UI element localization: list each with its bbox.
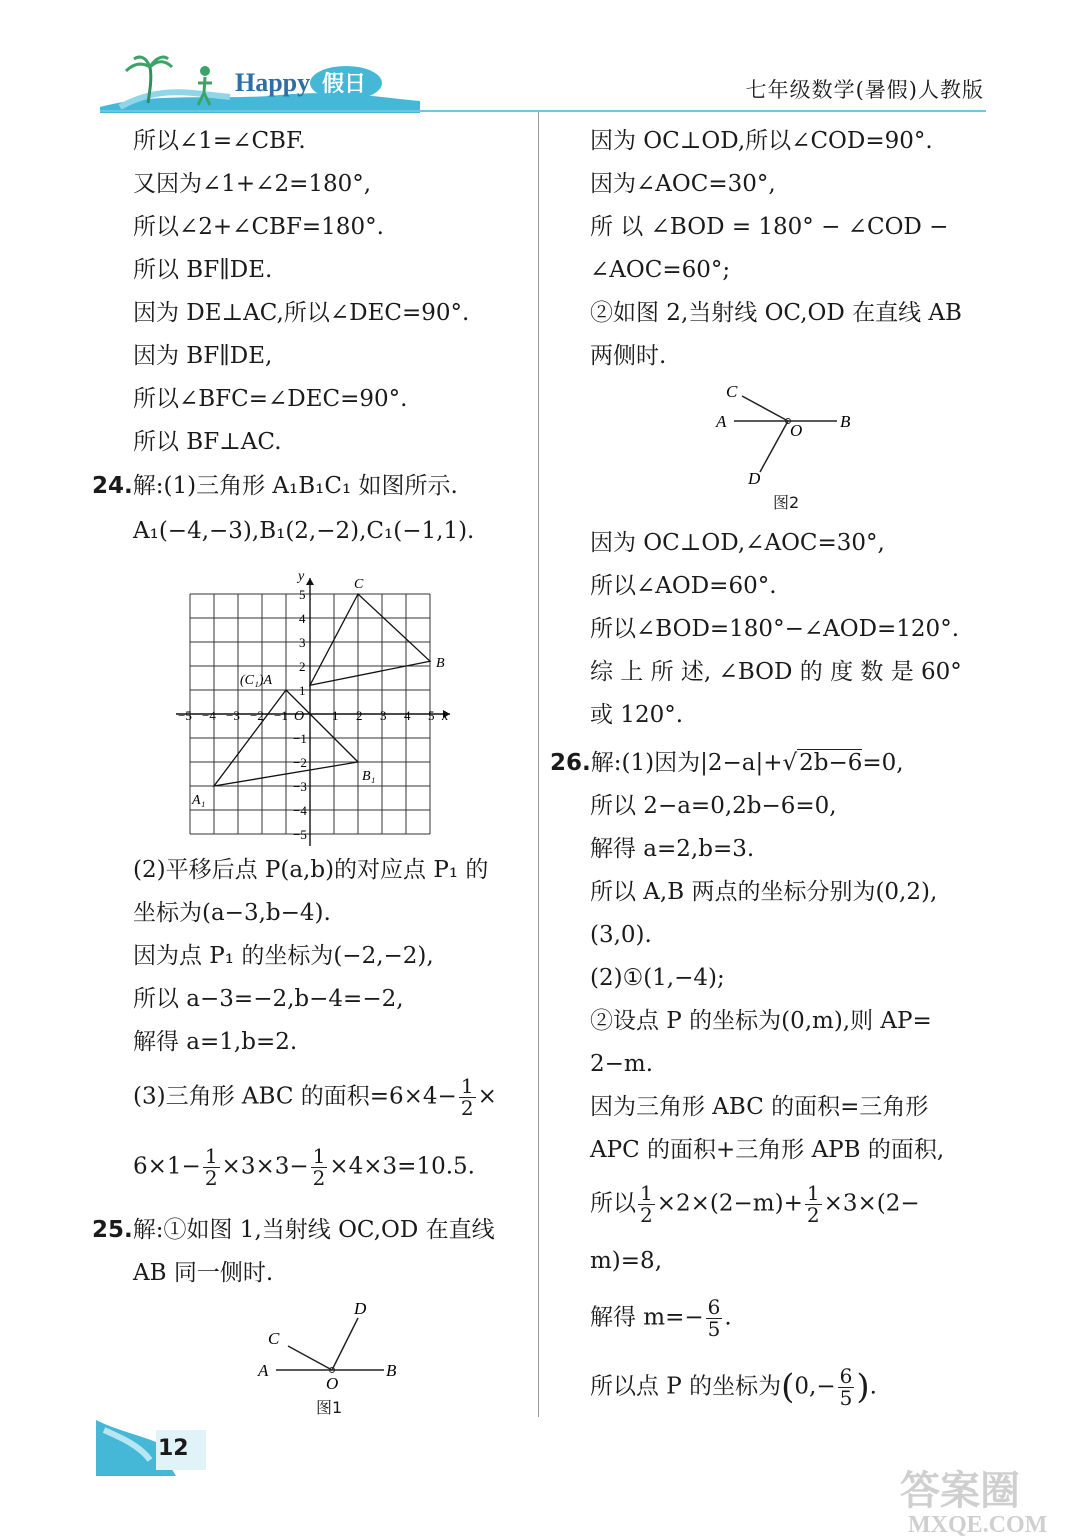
fraction-half xyxy=(459,1076,476,1119)
text-segment: ×4×3=10.5. xyxy=(329,1153,475,1180)
text-line: 所以∠BFC=∠DEC=90°. xyxy=(133,386,408,412)
fraction-half xyxy=(638,1183,655,1226)
label-b: B xyxy=(386,1361,397,1380)
book-title: 七年级数学(暑假)人教版 xyxy=(745,78,984,102)
y-tick-label: 5 xyxy=(299,587,306,602)
area-line-1 xyxy=(133,1076,497,1119)
text-segment: 所以 xyxy=(590,1190,636,1217)
text-line: 解得 a=2,b=3. xyxy=(590,836,755,862)
text-line: 因为三角形 ABC 的面积=三角形 xyxy=(590,1094,929,1120)
text-line: 又因为∠1+∠2=180°, xyxy=(133,171,372,197)
text-segment: =0, xyxy=(862,750,904,776)
text-line: 所 以 ∠BOD = 180° − ∠COD − xyxy=(590,214,949,240)
text-line: APC 的面积+三角形 APB 的面积, xyxy=(590,1137,945,1163)
label-a1: A₁ xyxy=(192,793,206,808)
denominator: 2 xyxy=(806,1203,820,1227)
label-c: C xyxy=(268,1329,280,1348)
text-segment: × xyxy=(477,1083,497,1110)
y-axis-arrow xyxy=(306,578,314,585)
page-number: 12 xyxy=(158,1436,189,1461)
label-c: C xyxy=(726,382,738,401)
label-d: D xyxy=(748,469,761,488)
text-line: 坐标为(a−3,b−4). xyxy=(133,900,331,926)
paren-open: ( xyxy=(781,1367,795,1408)
ray-od xyxy=(332,1318,358,1370)
y-tick-label: −4 xyxy=(293,803,307,818)
text-line: ②如图 2,当射线 OC,OD 在直线 AB xyxy=(590,300,962,326)
x-tick-label: 3 xyxy=(380,708,387,723)
palm-tree-icon xyxy=(126,57,172,103)
text-line: 解:(1)三角形 A₁B₁C₁ 如图所示. xyxy=(132,473,458,499)
svg-text:答案圈: 答案圈 xyxy=(900,1468,1020,1513)
fraction-six-fifths xyxy=(706,1297,723,1340)
text-line: 所以∠AOD=60°. xyxy=(590,573,777,599)
numerator: 6 xyxy=(839,1364,853,1388)
fraction-six-fifths xyxy=(838,1366,855,1409)
ray-oc xyxy=(742,396,788,421)
x-tick-label: −4 xyxy=(202,708,216,723)
page-tab-decoration xyxy=(96,1420,206,1476)
x-tick-label: 2 xyxy=(356,708,363,723)
text-segment: 0,− xyxy=(794,1373,836,1400)
text-line: 因为点 P₁ 的坐标为(−2,−2), xyxy=(133,943,434,969)
y-tick-label: −5 xyxy=(293,827,307,842)
solution-line xyxy=(590,1297,732,1340)
text-line: ∠AOC=60°; xyxy=(590,257,731,283)
column-divider xyxy=(538,112,539,1417)
x-tick-label: −3 xyxy=(226,708,240,723)
figure-2 xyxy=(712,380,872,490)
origin-label: O xyxy=(294,709,305,724)
x-tick-label: 1 xyxy=(332,708,339,723)
text-segment: ×3×3− xyxy=(221,1153,309,1180)
text-line: 或 120°. xyxy=(590,702,684,728)
numerator: 6 xyxy=(707,1295,721,1319)
final-answer-line xyxy=(590,1366,877,1409)
label-c1-a: (C₁)A xyxy=(240,673,273,688)
text-line: 两侧时. xyxy=(590,343,667,369)
text-line: 因为 DE⊥AC,所以∠DEC=90°. xyxy=(133,300,470,326)
label-o: O xyxy=(790,421,803,440)
numerator: 1 xyxy=(460,1074,474,1098)
label-b1: B₁ xyxy=(362,769,376,784)
text-segment: . xyxy=(869,1373,877,1400)
denominator: 2 xyxy=(312,1166,326,1190)
question-24 xyxy=(92,473,458,501)
fraction-half xyxy=(805,1183,822,1226)
text-line: 因为 OC⊥OD,∠AOC=30°, xyxy=(590,530,885,556)
area-line-2 xyxy=(133,1146,475,1189)
question-number: 26. xyxy=(550,750,591,776)
svg-text:MXQE.COM: MXQE.COM xyxy=(908,1512,1048,1536)
y-tick-label: 4 xyxy=(299,611,306,626)
text-line: 所以 BF∥DE. xyxy=(133,257,273,283)
text-line: 2−m. xyxy=(590,1051,654,1077)
numerator: 1 xyxy=(204,1144,218,1168)
text-line: 所以 a−3=−2,b−4=−2, xyxy=(133,986,404,1012)
numerator: 1 xyxy=(312,1144,326,1168)
x-tick-label: −5 xyxy=(178,708,192,723)
text-line: 所以∠1=∠CBF. xyxy=(133,128,306,154)
text-line: AB 同一侧时. xyxy=(133,1260,274,1286)
label-b: B xyxy=(840,412,851,431)
text-segment: 6×1− xyxy=(133,1153,201,1180)
numerator: 1 xyxy=(806,1181,820,1205)
text-segment: . xyxy=(724,1304,732,1331)
text-line: 解:①如图 1,当射线 OC,OD 在直线 xyxy=(132,1217,495,1243)
figure-1-caption: 图1 xyxy=(316,1398,343,1417)
watermark-logo xyxy=(880,1460,1080,1536)
paren-close: ) xyxy=(856,1367,870,1408)
triangle-abc xyxy=(310,594,430,685)
denominator: 2 xyxy=(460,1096,474,1120)
text-line: 综 上 所 述, ∠BOD 的 度 数 是 60° xyxy=(590,659,962,685)
figure-1 xyxy=(250,1298,420,1398)
label-c: C xyxy=(354,577,364,592)
y-tick-label: −2 xyxy=(293,755,307,770)
fraction-half xyxy=(311,1146,328,1189)
question-26 xyxy=(550,750,904,778)
denominator: 2 xyxy=(204,1166,218,1190)
text-line: 所以 A,B 两点的坐标分别为(0,2), xyxy=(590,879,938,905)
text-line: 所以∠BOD=180°−∠AOD=120°. xyxy=(590,616,959,642)
x-tick-label: −1 xyxy=(274,708,288,723)
sqrt-symbol: √ xyxy=(782,750,798,776)
brand-text: Happy xyxy=(235,68,311,97)
text-line: (2)①(1,−4); xyxy=(590,965,725,991)
text-line: 解得 a=1,b=2. xyxy=(133,1029,298,1055)
text-line: 所以∠2+∠CBF=180°. xyxy=(133,214,384,240)
text-line: 所以 BF⊥AC. xyxy=(133,429,282,455)
label-o: O xyxy=(326,1374,339,1393)
text-line: 因为 BF∥DE, xyxy=(133,343,273,369)
text-segment: 解:(1)因为|2−a|+ xyxy=(590,750,783,776)
text-segment: ×3×(2− xyxy=(823,1190,920,1217)
y-tick-label: −3 xyxy=(293,779,307,794)
question-25 xyxy=(92,1217,495,1245)
text-segment: (3)三角形 ABC 的面积=6×4− xyxy=(133,1083,457,1110)
y-tick-label: −1 xyxy=(293,731,307,746)
numerator: 1 xyxy=(640,1181,653,1205)
question-number: 24. xyxy=(92,473,133,499)
text-segment: 所以点 P 的坐标为 xyxy=(590,1373,782,1400)
question-number: 25. xyxy=(92,1217,133,1243)
text-line: 因为 OC⊥OD,所以∠COD=90°. xyxy=(590,128,933,154)
y-axis-label: y xyxy=(298,569,305,584)
ray-od xyxy=(760,421,788,472)
text-line: (2)平移后点 P(a,b)的对应点 P₁ 的 xyxy=(133,857,489,883)
header-banner xyxy=(100,55,420,113)
text-line: m)=8, xyxy=(590,1248,662,1274)
y-tick-label: 2 xyxy=(299,659,306,674)
text-line: (3,0). xyxy=(590,922,652,948)
sqrt-radicand: 2b−6 xyxy=(799,750,863,776)
denominator: 5 xyxy=(707,1317,721,1341)
y-tick-label: 1 xyxy=(299,683,306,698)
text-segment: 解得 m=− xyxy=(590,1304,704,1331)
header-rule xyxy=(100,110,986,112)
text-line: 所以 2−a=0,2b−6=0, xyxy=(590,793,837,819)
x-tick-label: −2 xyxy=(250,708,264,723)
equation-line xyxy=(590,1183,920,1226)
x-axis-label: x xyxy=(442,709,449,724)
x-tick-label: 5 xyxy=(428,708,435,723)
label-a: A xyxy=(258,1361,269,1380)
fraction-half xyxy=(203,1146,220,1189)
denominator: 5 xyxy=(839,1386,853,1410)
label-d: D xyxy=(354,1299,367,1318)
x-tick-label: 4 xyxy=(404,708,411,723)
text-line: 因为∠AOC=30°, xyxy=(590,171,776,197)
brand-suffix: 假日 xyxy=(322,71,367,96)
label-b: B xyxy=(436,656,445,672)
text-segment: ×2×(2−m)+ xyxy=(656,1190,803,1217)
figure-2-caption: 图2 xyxy=(773,493,800,512)
y-tick-label: 3 xyxy=(299,635,306,650)
ray-oc xyxy=(288,1346,332,1370)
text-line: A₁(−4,−3),B₁(2,−2),C₁(−1,1). xyxy=(133,518,475,544)
coordinate-grid-figure xyxy=(180,556,480,846)
label-a: A xyxy=(716,412,727,431)
denominator: 2 xyxy=(640,1203,653,1227)
text-line: ②设点 P 的坐标为(0,m),则 AP= xyxy=(590,1008,932,1034)
